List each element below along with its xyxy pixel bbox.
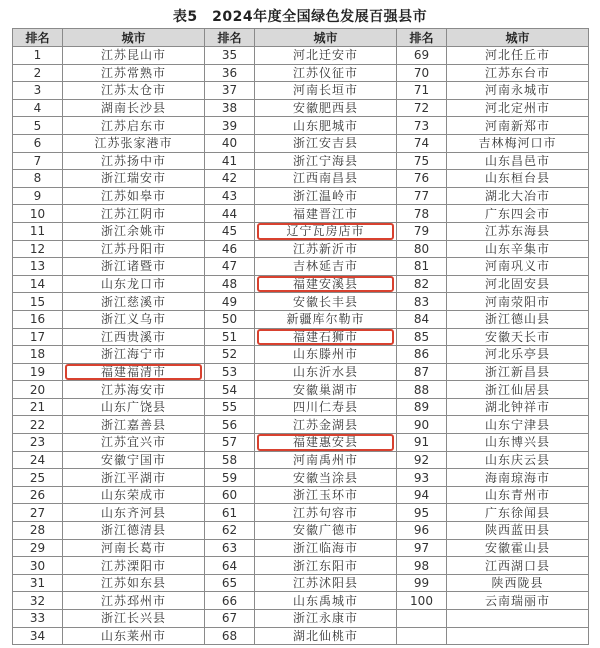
- rank-cell: 18: [13, 346, 63, 364]
- table-row: [13, 293, 589, 311]
- table-row: [13, 451, 589, 469]
- table-row: [13, 99, 589, 117]
- city-cell: 江苏宜兴市: [63, 434, 205, 452]
- rank-cell: 47: [205, 258, 255, 276]
- rank-cell: 88: [397, 381, 447, 399]
- rank-cell: 64: [205, 557, 255, 575]
- table-row: [13, 610, 589, 628]
- city-cell: 广东徐闻县: [447, 504, 589, 522]
- table-row: [13, 222, 589, 240]
- city-cell: 河北固安县: [447, 275, 589, 293]
- city-cell: 山东青州市: [447, 486, 589, 504]
- rank-cell: 87: [397, 363, 447, 381]
- rank-cell: 62: [205, 522, 255, 540]
- city-cell: 江苏溧阳市: [63, 557, 205, 575]
- rank-cell: 1: [13, 47, 63, 65]
- table-title: 表5 2024年度全国绿色发展百强县市: [172, 9, 428, 25]
- table-row: [13, 82, 589, 100]
- table-row: [13, 398, 589, 416]
- rank-cell: 41: [205, 152, 255, 170]
- rank-cell: 73: [397, 117, 447, 135]
- city-cell: 江苏常熟市: [63, 64, 205, 82]
- rank-cell: 37: [205, 82, 255, 100]
- city-cell: 浙江诸暨市: [63, 258, 205, 276]
- city-cell: 山东广饶县: [63, 398, 205, 416]
- rank-cell: 67: [205, 610, 255, 628]
- table-body: [13, 47, 589, 645]
- rank-cell: 79: [397, 222, 447, 240]
- rank-cell: 4: [13, 99, 63, 117]
- table-row: [13, 504, 589, 522]
- city-cell: 山东庆云县: [447, 451, 589, 469]
- table-row: [13, 346, 589, 364]
- rank-cell: 24: [13, 451, 63, 469]
- city-cell: 浙江余姚市: [63, 222, 205, 240]
- rank-cell: 28: [13, 522, 63, 540]
- rank-cell: 34: [13, 627, 63, 645]
- rank-cell: 100: [397, 592, 447, 610]
- rank-cell: 53: [205, 363, 255, 381]
- city-cell: 新疆库尔勒市: [255, 310, 397, 328]
- rank-cell: 44: [205, 205, 255, 223]
- city-cell: 河南新郑市: [447, 117, 589, 135]
- city-cell: 浙江安吉县: [255, 134, 397, 152]
- city-cell: 山东昌邑市: [447, 152, 589, 170]
- highlighted-city-cell: 辽宁瓦房店市: [255, 222, 397, 240]
- rank-cell: 91: [397, 434, 447, 452]
- rank-cell: 90: [397, 416, 447, 434]
- city-cell: 安徽广德市: [255, 522, 397, 540]
- header-rank-2: 排名: [205, 29, 255, 47]
- city-cell: 山东博兴县: [447, 434, 589, 452]
- city-cell: 江苏丹阳市: [63, 240, 205, 258]
- city-cell: 浙江慈溪市: [63, 293, 205, 311]
- rank-cell: 86: [397, 346, 447, 364]
- city-cell: 吉林延吉市: [255, 258, 397, 276]
- rank-cell: 84: [397, 310, 447, 328]
- city-cell: 江苏句容市: [255, 504, 397, 522]
- rank-cell: 51: [205, 328, 255, 346]
- city-cell: 湖北仙桃市: [255, 627, 397, 645]
- rank-cell: 25: [13, 469, 63, 487]
- city-cell: 山东莱州市: [63, 627, 205, 645]
- table-header-row: [13, 29, 589, 47]
- table-row: [13, 187, 589, 205]
- table-row: [13, 557, 589, 575]
- rank-cell: 6: [13, 134, 63, 152]
- table-row: [13, 486, 589, 504]
- header-city-1: 城市: [63, 29, 205, 47]
- rank-cell: 42: [205, 170, 255, 188]
- rank-cell: 89: [397, 398, 447, 416]
- rank-cell: 14: [13, 275, 63, 293]
- rank-cell: 9: [13, 187, 63, 205]
- table-row: [13, 134, 589, 152]
- table-row: [13, 64, 589, 82]
- rank-cell: 22: [13, 416, 63, 434]
- rank-cell: 63: [205, 539, 255, 557]
- rank-cell: 92: [397, 451, 447, 469]
- rank-cell: 81: [397, 258, 447, 276]
- table-row: [13, 310, 589, 328]
- rank-cell: 58: [205, 451, 255, 469]
- rank-cell: 70: [397, 64, 447, 82]
- rank-cell: 29: [13, 539, 63, 557]
- city-cell: 陕西陇县: [447, 574, 589, 592]
- rank-cell: 80: [397, 240, 447, 258]
- rank-cell: 8: [13, 170, 63, 188]
- table-row: [13, 240, 589, 258]
- city-cell: 山东齐河县: [63, 504, 205, 522]
- rank-cell: 77: [397, 187, 447, 205]
- city-cell: 江苏如皋市: [63, 187, 205, 205]
- city-cell: 江苏金湖县: [255, 416, 397, 434]
- rank-cell: 19: [13, 363, 63, 381]
- rank-cell: [397, 610, 447, 628]
- city-cell: [447, 627, 589, 645]
- rank-cell: 21: [13, 398, 63, 416]
- city-cell: 安徽天长市: [447, 328, 589, 346]
- city-cell: 江苏扬中市: [63, 152, 205, 170]
- header-city-3: 城市: [447, 29, 589, 47]
- city-cell: 海南琼海市: [447, 469, 589, 487]
- city-cell: 湖北钟祥市: [447, 398, 589, 416]
- rank-cell: 76: [397, 170, 447, 188]
- header-city-2: 城市: [255, 29, 397, 47]
- city-cell: 四川仁寿县: [255, 398, 397, 416]
- rank-cell: 46: [205, 240, 255, 258]
- rank-cell: 94: [397, 486, 447, 504]
- rank-cell: 3: [13, 82, 63, 100]
- table-row: [13, 258, 589, 276]
- table-row: [13, 275, 589, 293]
- city-cell: 安徽肥西县: [255, 99, 397, 117]
- city-cell: 安徽当涂县: [255, 469, 397, 487]
- table-row: [13, 381, 589, 399]
- rank-cell: 72: [397, 99, 447, 117]
- city-cell: 江苏太仓市: [63, 82, 205, 100]
- highlighted-city-cell: 福建惠安县: [255, 434, 397, 452]
- rank-cell: 50: [205, 310, 255, 328]
- city-cell: 山东沂水县: [255, 363, 397, 381]
- rank-cell: 17: [13, 328, 63, 346]
- city-cell: 安徽巢湖市: [255, 381, 397, 399]
- table-row: [13, 469, 589, 487]
- city-cell: 河南永城市: [447, 82, 589, 100]
- city-cell: 江苏沭阳县: [255, 574, 397, 592]
- rank-cell: 85: [397, 328, 447, 346]
- city-cell: 安徽霍山县: [447, 539, 589, 557]
- rank-cell: 83: [397, 293, 447, 311]
- city-cell: 河南禹州市: [255, 451, 397, 469]
- table-row: [13, 205, 589, 223]
- rank-cell: 74: [397, 134, 447, 152]
- city-cell: 广东四会市: [447, 205, 589, 223]
- city-cell: 河南长垣市: [255, 82, 397, 100]
- city-cell: 河南荥阳市: [447, 293, 589, 311]
- rank-cell: 59: [205, 469, 255, 487]
- rank-cell: 38: [205, 99, 255, 117]
- table-row: [13, 522, 589, 540]
- city-cell: 江苏如东县: [63, 574, 205, 592]
- rank-cell: 16: [13, 310, 63, 328]
- table-row: [13, 152, 589, 170]
- rank-cell: 60: [205, 486, 255, 504]
- rank-cell: 30: [13, 557, 63, 575]
- city-cell: 江苏昆山市: [63, 47, 205, 65]
- rank-cell: 75: [397, 152, 447, 170]
- city-cell: 浙江仙居县: [447, 381, 589, 399]
- city-cell: 江西贵溪市: [63, 328, 205, 346]
- rank-cell: 65: [205, 574, 255, 592]
- rank-cell: 40: [205, 134, 255, 152]
- city-cell: 吉林梅河口市: [447, 134, 589, 152]
- rank-cell: 13: [13, 258, 63, 276]
- rank-cell: 2: [13, 64, 63, 82]
- rank-cell: 36: [205, 64, 255, 82]
- city-cell: 山东辛集市: [447, 240, 589, 258]
- rank-cell: 96: [397, 522, 447, 540]
- city-cell: 浙江海宁市: [63, 346, 205, 364]
- city-cell: 山东肥城市: [255, 117, 397, 135]
- city-cell: 浙江嘉善县: [63, 416, 205, 434]
- rank-cell: 10: [13, 205, 63, 223]
- highlighted-city-cell: 福建石狮市: [255, 328, 397, 346]
- rank-cell: 32: [13, 592, 63, 610]
- table-row: [13, 328, 589, 346]
- city-cell: 湖北大冶市: [447, 187, 589, 205]
- rank-cell: 57: [205, 434, 255, 452]
- city-cell: 江西湖口县: [447, 557, 589, 575]
- table-row: [13, 627, 589, 645]
- rank-cell: 82: [397, 275, 447, 293]
- rank-cell: 98: [397, 557, 447, 575]
- rank-cell: 39: [205, 117, 255, 135]
- rank-cell: 52: [205, 346, 255, 364]
- rank-cell: 45: [205, 222, 255, 240]
- city-cell: 江苏张家港市: [63, 134, 205, 152]
- table-row: [13, 434, 589, 452]
- city-cell: 江苏邳州市: [63, 592, 205, 610]
- rank-cell: 7: [13, 152, 63, 170]
- city-cell: 江苏东台市: [447, 64, 589, 82]
- city-cell: 山东荣成市: [63, 486, 205, 504]
- rank-cell: 55: [205, 398, 255, 416]
- rank-cell: 23: [13, 434, 63, 452]
- rank-cell: 66: [205, 592, 255, 610]
- city-cell: 山东滕州市: [255, 346, 397, 364]
- ranking-table: [12, 28, 589, 645]
- city-cell: 河北乐亭县: [447, 346, 589, 364]
- table-row: [13, 416, 589, 434]
- table-row: [13, 592, 589, 610]
- city-cell: 浙江平湖市: [63, 469, 205, 487]
- city-cell: 浙江新昌县: [447, 363, 589, 381]
- city-cell: 浙江德清县: [63, 522, 205, 540]
- rank-cell: 56: [205, 416, 255, 434]
- rank-cell: 78: [397, 205, 447, 223]
- city-cell: 安徽宁国市: [63, 451, 205, 469]
- rank-cell: 97: [397, 539, 447, 557]
- rank-cell: 99: [397, 574, 447, 592]
- rank-cell: 43: [205, 187, 255, 205]
- rank-cell: 48: [205, 275, 255, 293]
- city-cell: 浙江宁海县: [255, 152, 397, 170]
- highlighted-city-cell: 福建福清市: [63, 363, 205, 381]
- city-cell: 浙江瑞安市: [63, 170, 205, 188]
- rank-cell: 26: [13, 486, 63, 504]
- city-cell: 河北任丘市: [447, 47, 589, 65]
- city-cell: 江西南昌县: [255, 170, 397, 188]
- table-row: [13, 363, 589, 381]
- table-row: [13, 117, 589, 135]
- rank-cell: 27: [13, 504, 63, 522]
- city-cell: 江苏东海县: [447, 222, 589, 240]
- table-row: [13, 170, 589, 188]
- rank-cell: 11: [13, 222, 63, 240]
- rank-cell: 71: [397, 82, 447, 100]
- city-cell: 浙江义乌市: [63, 310, 205, 328]
- city-cell: 安徽长丰县: [255, 293, 397, 311]
- city-cell: 山东龙口市: [63, 275, 205, 293]
- city-cell: 江苏海安市: [63, 381, 205, 399]
- city-cell: 山东桓台县: [447, 170, 589, 188]
- rank-cell: [397, 627, 447, 645]
- rank-cell: 93: [397, 469, 447, 487]
- city-cell: 浙江长兴县: [63, 610, 205, 628]
- city-cell: 云南瑞丽市: [447, 592, 589, 610]
- rank-cell: 54: [205, 381, 255, 399]
- rank-cell: 49: [205, 293, 255, 311]
- highlighted-city-cell: 福建安溪县: [255, 275, 397, 293]
- city-cell: 江苏新沂市: [255, 240, 397, 258]
- city-cell: 陕西蓝田县: [447, 522, 589, 540]
- city-cell: 湖南长沙县: [63, 99, 205, 117]
- city-cell: 浙江温岭市: [255, 187, 397, 205]
- city-cell: 浙江东阳市: [255, 557, 397, 575]
- rank-cell: 15: [13, 293, 63, 311]
- header-rank-3: 排名: [397, 29, 447, 47]
- city-cell: 河北定州市: [447, 99, 589, 117]
- rank-cell: 20: [13, 381, 63, 399]
- city-cell: 山东禹城市: [255, 592, 397, 610]
- city-cell: 浙江德山县: [447, 310, 589, 328]
- city-cell: 福建晋江市: [255, 205, 397, 223]
- city-cell: 江苏启东市: [63, 117, 205, 135]
- city-cell: 河北迁安市: [255, 47, 397, 65]
- rank-cell: 35: [205, 47, 255, 65]
- city-cell: 浙江永康市: [255, 610, 397, 628]
- rank-cell: 68: [205, 627, 255, 645]
- rank-cell: 33: [13, 610, 63, 628]
- header-rank-1: 排名: [13, 29, 63, 47]
- rank-cell: 95: [397, 504, 447, 522]
- city-cell: 浙江临海市: [255, 539, 397, 557]
- rank-cell: 31: [13, 574, 63, 592]
- table-row: [13, 47, 589, 65]
- rank-cell: 61: [205, 504, 255, 522]
- table-row: [13, 539, 589, 557]
- city-cell: 浙江玉环市: [255, 486, 397, 504]
- city-cell: 江苏仪征市: [255, 64, 397, 82]
- rank-cell: 69: [397, 47, 447, 65]
- city-cell: 河南长葛市: [63, 539, 205, 557]
- rank-cell: 5: [13, 117, 63, 135]
- city-cell: 江苏江阴市: [63, 205, 205, 223]
- city-cell: 河南巩义市: [447, 258, 589, 276]
- city-cell: 山东宁津县: [447, 416, 589, 434]
- rank-cell: 12: [13, 240, 63, 258]
- table-row: [13, 574, 589, 592]
- city-cell: [447, 610, 589, 628]
